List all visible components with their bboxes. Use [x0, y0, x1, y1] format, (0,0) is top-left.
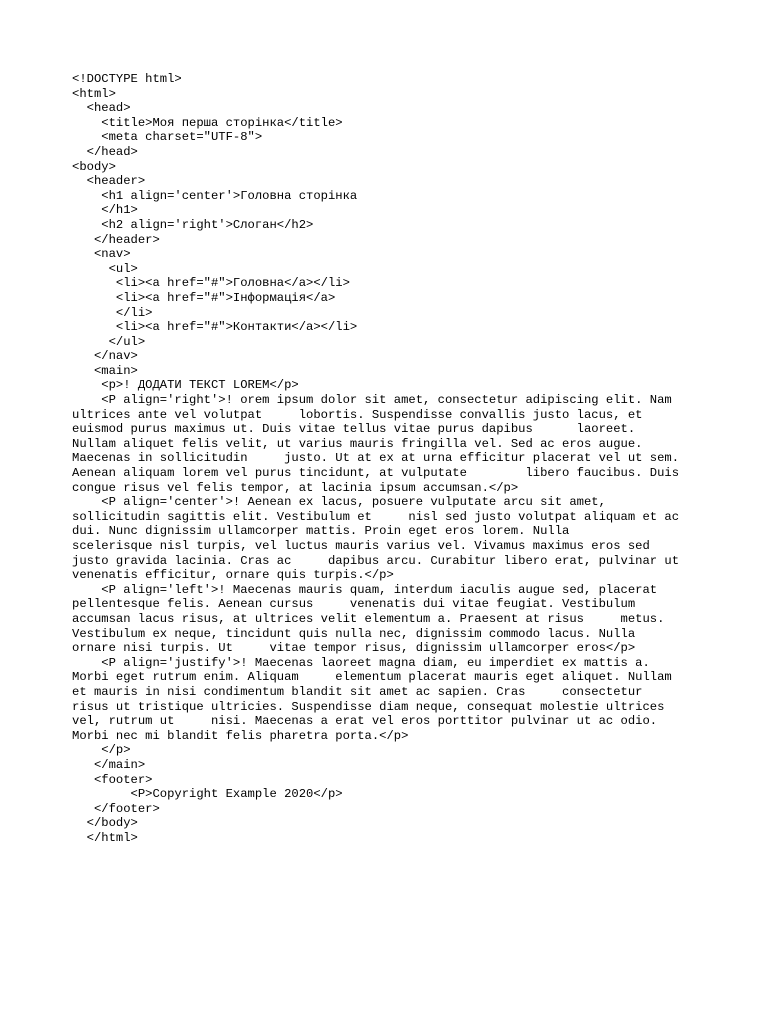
code-line: </h1> — [72, 203, 138, 218]
code-line: <P align='justify'>! Maecenas laoreet magna diam, eu imperdiet ex mattis a. — [72, 655, 650, 670]
code-line: <head> — [72, 101, 131, 116]
code-line: dui. Nunc dignissim ullamcorper mattis. Proin eget eros lorem. Nulla — [72, 524, 570, 539]
code-line: <li><a href="#">Контакти</a></li> — [72, 320, 358, 335]
code-line: <main> — [72, 363, 138, 378]
code-line: ornare nisi turpis. Ut vitae tempor risus, dignissim ullamcorper eros</p> — [72, 641, 636, 656]
code-line: <footer> — [72, 772, 153, 787]
code-line: <p>! ДОДАТИ ТЕКСТ LOREM</p> — [72, 378, 299, 393]
code-line: <P align='center'>! Aenean ex lacus, posuere vulputate arcu sit amet, — [72, 495, 606, 510]
code-line: </head> — [72, 144, 138, 159]
code-line: <P>Copyright Example 2020</p> — [72, 787, 343, 802]
code-line: vel, rutrum ut nisi. Maecenas a erat vel eros porttitor pulvinar ut ac odio. — [72, 714, 658, 729]
code-line: <nav> — [72, 247, 131, 262]
code-line: <li><a href="#">Інформація</a> — [72, 290, 336, 305]
code-line: et mauris in nisi condimentum blandit sit amet ac sapien. Cras consectetur — [72, 684, 643, 699]
code-line: ultrices ante vel volutpat lobortis. Suspendisse convallis justo lacus, et — [72, 407, 643, 422]
code-line: <P align='left'>! Maecenas mauris quam, interdum iaculis augue sed, placerat — [72, 582, 658, 597]
code-line: accumsan lacus risus, at ultrices velit elementum a. Praesent at risus metus. — [72, 611, 665, 626]
code-line: <ul> — [72, 261, 138, 276]
code-line: Aenean aliquam lorem vel purus tincidunt, at vulputate libero faucibus. Duis — [72, 466, 680, 481]
code-line: justo gravida lacinia. Cras ac dapibus arcu. Curabitur libero erat, pulvinar ut — [72, 553, 680, 568]
code-line: <meta charset="UTF-8"> — [72, 130, 263, 145]
code-line: <li><a href="#">Головна</a></li> — [72, 276, 350, 291]
code-line: Morbi eget rutrum enim. Aliquam elementum placerat mauris eget aliquet. Nullam — [72, 670, 672, 685]
code-line: scelerisque nisl turpis, vel luctus mauris varius vel. Vivamus maximus eros sed — [72, 539, 650, 553]
code-line: euismod purus maximus ut. Duis vitae tellus vitae purus dapibus laoreet. — [72, 422, 636, 437]
code-line: </body> — [72, 816, 138, 831]
code-line: pellentesque felis. Aenean cursus venenatis dui vitae feugiat. Vestibulum — [72, 597, 636, 612]
code-line: Vestibulum ex neque, tincidunt quis nulla nec, dignissim commodo lacus. Nulla — [72, 626, 636, 641]
code-line: venenatis efficitur, ornare quis turpis.</p> — [72, 568, 394, 583]
code-line: </footer> — [72, 801, 160, 816]
code-line: Maecenas in sollicitudin justo. Ut at ex at urna efficitur placerat vel ut sem. — [72, 451, 680, 466]
code-line: <!DOCTYPE html> — [72, 72, 182, 86]
code-line: <header> — [72, 174, 146, 189]
code-line: Nullam aliquet felis velit, ut varius mauris fringilla vel. Sed ac eros augue. — [72, 436, 643, 451]
code-line: risus ut tristique ultricies. Suspendisse diam neque, consequat molestie ultrices — [72, 699, 665, 714]
code-line: </main> — [72, 757, 146, 772]
code-line: <P align='right'>! orem ipsum dolor sit amet, consectetur adipiscing elit. Nam — [72, 393, 672, 408]
code-line: </header> — [72, 232, 160, 247]
document-page — [72, 72, 702, 845]
code-line: <html> — [72, 86, 116, 101]
code-line: sollicitudin sagittis elit. Vestibulum et nisl sed justo volutpat aliquam et ac — [72, 509, 680, 524]
code-line: </ul> — [72, 334, 146, 349]
code-line: <title>Моя перша сторінка</title> — [72, 115, 343, 130]
code-line: </li> — [72, 305, 153, 320]
code-line: <body> — [72, 159, 116, 174]
code-line: Morbi nec mi blandit felis pharetra porta.</p> — [72, 728, 409, 743]
code-line: <h1 align='center'>Головна сторінка — [72, 188, 358, 203]
code-line: <h2 align='right'>Слоган</h2> — [72, 217, 314, 232]
code-line: </html> — [72, 830, 138, 845]
code-line: congue risus vel felis tempor, at lacinia ipsum accumsan.</p> — [72, 480, 519, 495]
code-line: </p> — [72, 743, 131, 758]
code-line: </nav> — [72, 349, 138, 364]
